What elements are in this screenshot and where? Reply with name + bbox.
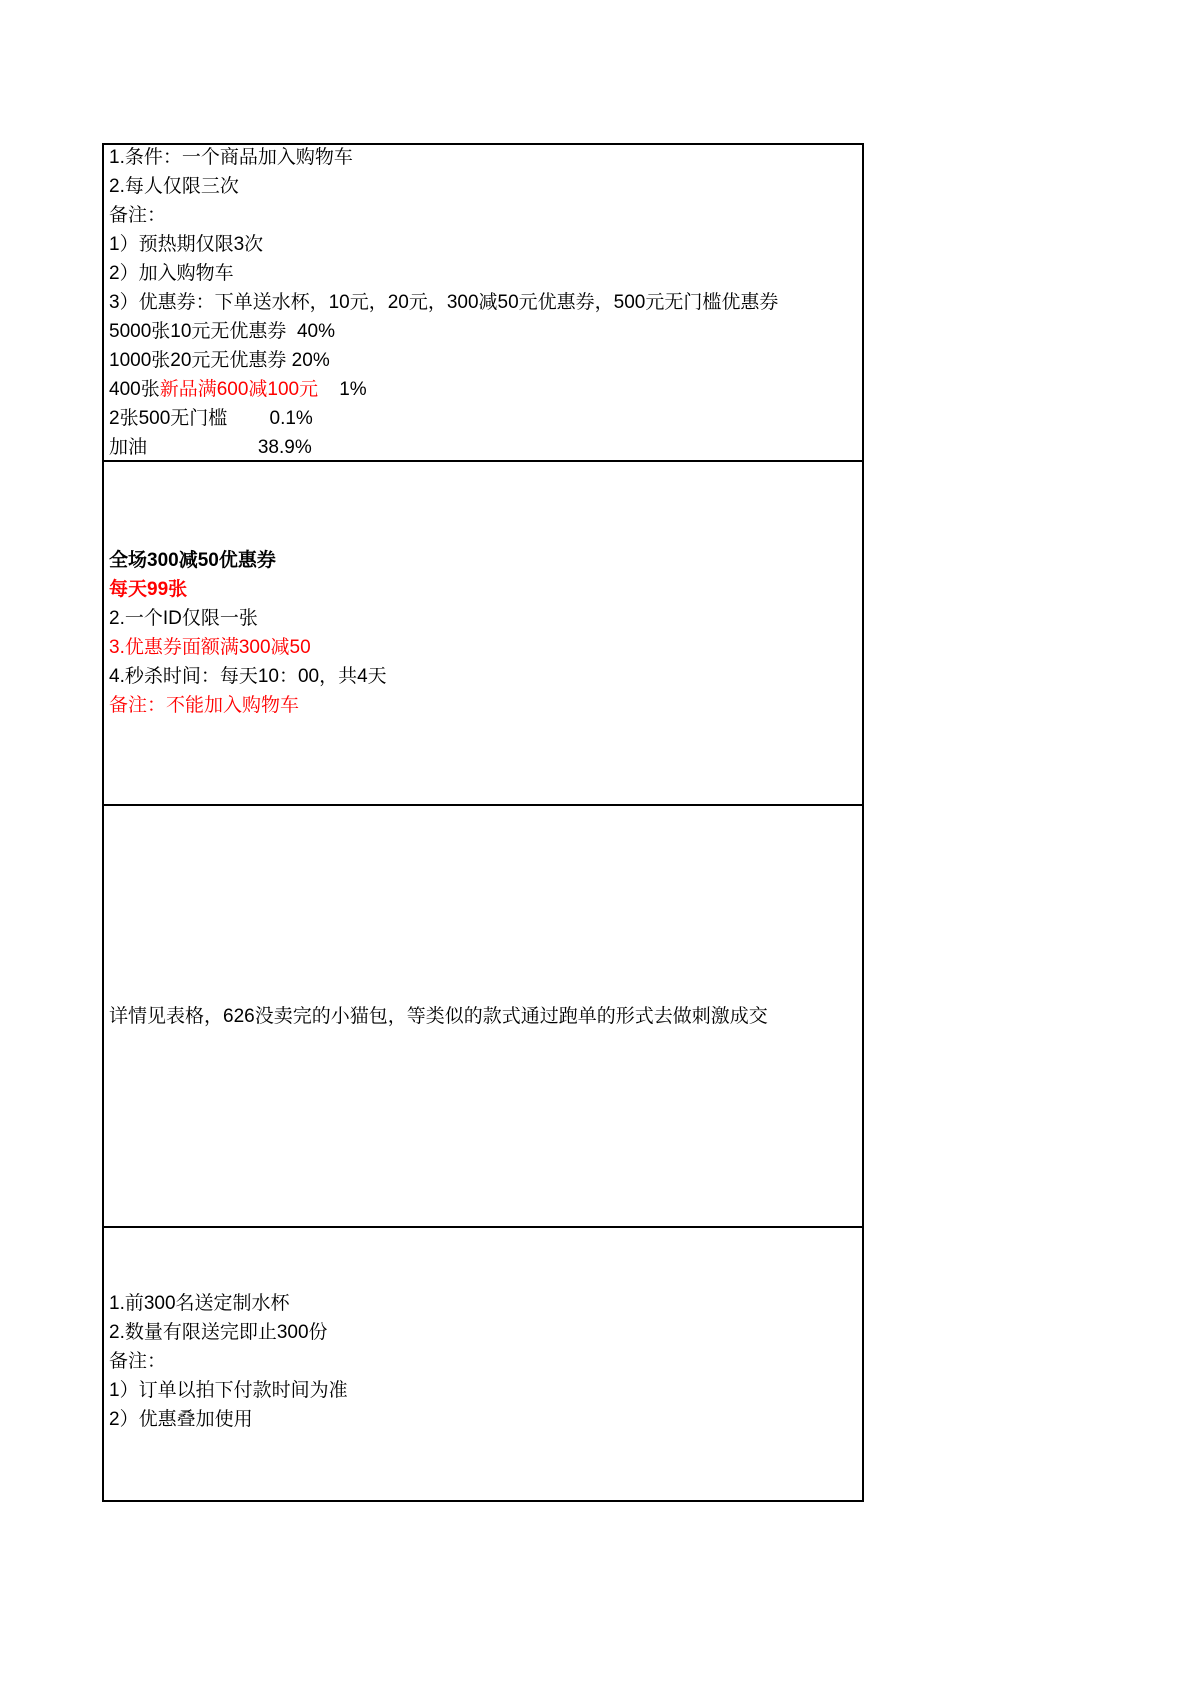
text-line-red: 3.优惠券面额满300减50: [109, 637, 311, 658]
text-segment: 400张: [109, 379, 160, 400]
cell-300-minus-50-coupon: [104, 460, 862, 804]
text-line: 1）预热期仅限3次: [109, 234, 264, 255]
text-line: 2.一个ID仅限一张: [109, 608, 258, 629]
text-segment-red: 新品满600减100元: [159, 379, 319, 400]
text-line: 1000张20元无优惠券 20%: [109, 350, 330, 371]
promo-notes-table: [102, 143, 864, 1502]
text-line: 2）优惠叠加使用: [109, 1408, 253, 1430]
text-line: 1）订单以拍下付款时间为准: [109, 1379, 348, 1401]
text-line: 4.秒杀时间：每天10：00，共4天: [109, 666, 387, 687]
text-line: 加油 38.9%: [109, 437, 312, 458]
text-line: 2）加入购物车: [109, 263, 234, 284]
cell-gift-cup-rules: [104, 1226, 862, 1494]
text-line: 5000张10元无优惠券 40%: [109, 321, 335, 342]
coupon-daily-quota: 每天99张: [109, 579, 188, 600]
text-line-red: 备注：不能加入购物车: [109, 695, 300, 716]
text-line: 详情见表格，626没卖完的小猫包，等类似的款式通过跑单的形式去做刺激成交: [109, 1005, 768, 1027]
text-line: 备注：: [109, 1350, 167, 1372]
text-line-mixed: [109, 375, 862, 404]
text-line: 2.每人仅限三次: [109, 176, 239, 197]
coupon-title: 全场300减50优惠券: [109, 550, 276, 571]
text-line: 1.前300名送定制水杯: [109, 1292, 290, 1314]
text-line: 1.条件：一个商品加入购物车: [109, 147, 353, 168]
text-line: 3）优惠券：下单送水杯，10元，20元，300减50元优惠券，500元无门槛优惠券: [109, 292, 779, 313]
text-line: 备注：: [109, 205, 167, 226]
text-line: 2.数量有限送完即止300份: [109, 1321, 328, 1343]
cell-table-details-note: [104, 804, 862, 1226]
text-line: 2张500无门槛 0.1%: [109, 408, 313, 429]
cell-add-to-cart-rules: [104, 145, 862, 460]
text-segment: 1%: [318, 379, 367, 400]
